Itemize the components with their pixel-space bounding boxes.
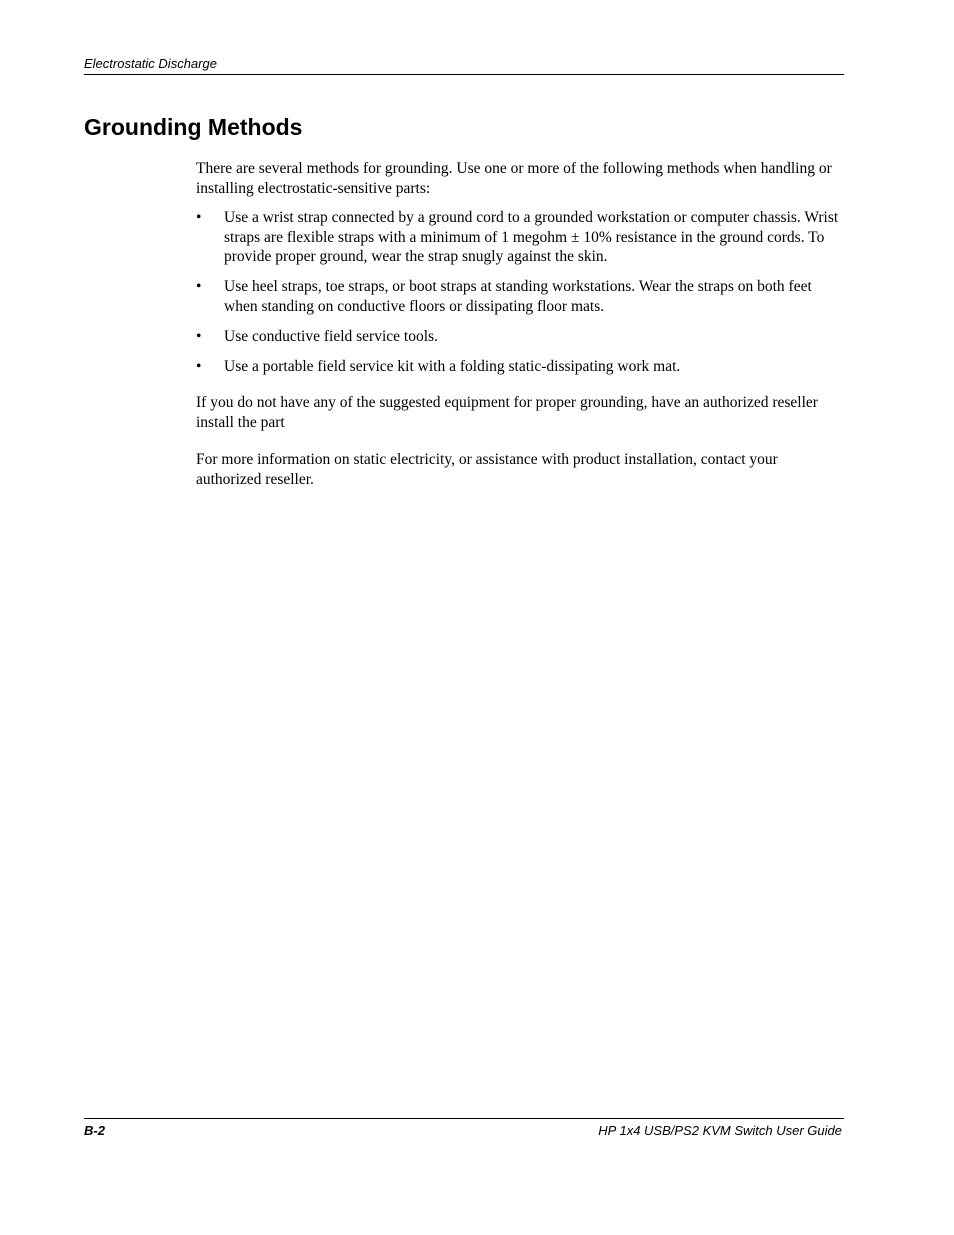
running-header-section: Electrostatic Discharge: [84, 56, 217, 71]
list-item-text: Use conductive field service tools.: [224, 327, 438, 345]
list-item-text: Use a wrist strap connected by a ground cord to a grounded workstation or computer chassis. Wrist straps are flexible straps with a minimum of 1 megohm ± 10% resistance in the ground cords. To provide proper ground, wear the strap snugly against the skin.: [224, 209, 839, 265]
list-item: [196, 327, 846, 347]
document-title: HP 1x4 USB/PS2 KVM Switch User Guide: [598, 1123, 842, 1138]
page-footer: [84, 1118, 844, 1139]
bullet-icon: •: [196, 357, 202, 375]
list-item: [196, 277, 846, 316]
bullet-icon: •: [196, 327, 202, 345]
list-item-text: Use a portable field service kit with a folding static-dissipating work mat.: [224, 357, 681, 375]
list-item: [196, 357, 846, 377]
list-item: [196, 208, 846, 267]
more-information-paragraph: For more information on static electricity, or assistance with product installation, contact your authorized reseller.: [196, 451, 778, 488]
bullet-icon: •: [196, 278, 202, 295]
list-item-text: Use heel straps, toe straps, or boot straps at standing workstations. Wear the straps on both feet when standing on conductive floors or dissipating floor mats.: [224, 278, 812, 315]
page-number: B-2: [84, 1123, 105, 1138]
no-equipment-paragraph: If you do not have any of the suggested equipment for proper grounding, have an authorized reseller install the part: [196, 394, 818, 431]
body-content: [196, 159, 846, 489]
page-header: [84, 56, 844, 75]
grounding-methods-list: [196, 208, 846, 376]
intro-paragraph: There are several methods for grounding. Use one or more of the following methods when handling or installing electrostatic-sensitive parts:: [196, 160, 832, 197]
bullet-icon: •: [196, 209, 202, 226]
page-title: Grounding Methods: [84, 114, 303, 140]
